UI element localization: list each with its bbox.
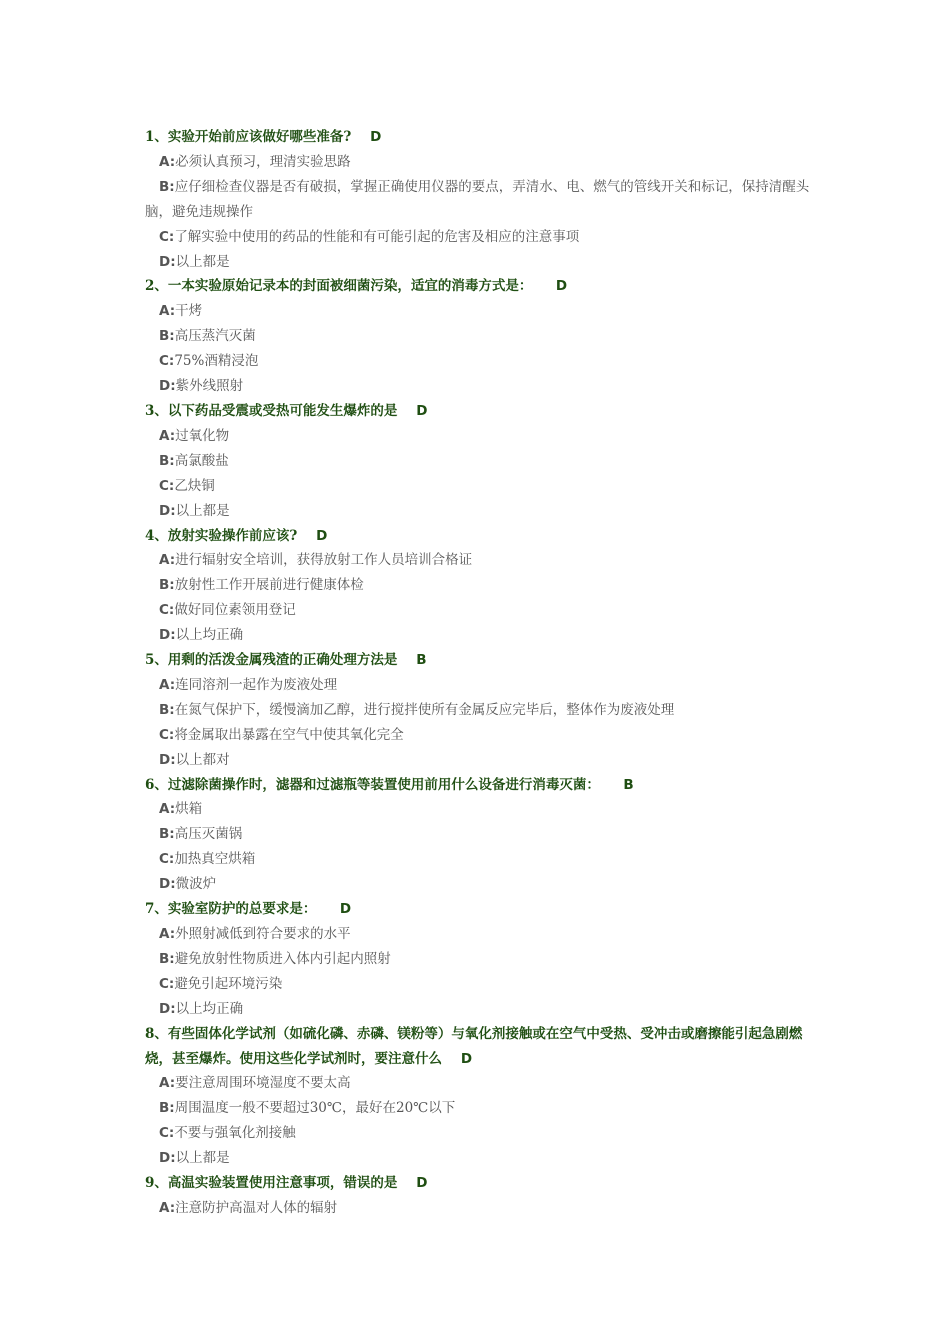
question-option: A:必须认真预习，理清实验思路 [159, 153, 351, 170]
question-option: C:75%酒精浸泡 [159, 353, 259, 370]
question-title: 1、实验开始前应该做好哪些准备? D [145, 129, 382, 145]
question-option: B:在氮气保护下，缓慢滴加乙醇，进行搅拌使所有金属反应完毕后，整体作为废液处理 [159, 701, 675, 718]
question-option: D:以上都对 [159, 751, 230, 768]
question-option: A:过氧化物 [159, 427, 230, 444]
question-option: D:以上均正确 [159, 1000, 244, 1017]
question-title: 5、用剩的活泼金属残渣的正确处理方法是 B [145, 652, 427, 669]
question-option: D:以上都是 [159, 502, 230, 519]
question-answer: D [555, 278, 568, 295]
question-answer: D [460, 1050, 473, 1067]
question-option: C:不要与强氧化剂接触 [159, 1125, 296, 1142]
question-option: A:注意防护高温对人体的辐射 [159, 1199, 338, 1216]
question-answer: D [370, 129, 382, 145]
question-option: A:烘箱 [159, 801, 203, 818]
question-answer: D [316, 527, 328, 544]
question-title: 8、有些固体化学试剂（如硫化磷、赤磷、镁粉等）与氧化剂接触或在空气中受热、受冲击或磨擦能引起急剧燃烧，甚至爆炸。使用这些化学试剂时，要注意什么 D [145, 1025, 803, 1067]
question-answer: B [416, 652, 427, 669]
question-option: A:要注意周围环境湿度不要太高 [159, 1075, 351, 1092]
question-answer: B [623, 776, 634, 793]
question-option: A:干烤 [159, 303, 203, 320]
question-answer: D [416, 402, 428, 419]
question-title: 3、以下药品受震或受热可能发生爆炸的是 D [145, 402, 428, 419]
question-option: B:周围温度一般不要超过30℃，最好在20℃以下 [159, 1100, 456, 1117]
question-option: B:避免放射性物质进入体内引起内照射 [159, 950, 391, 967]
question-option: B:应仔细检查仪器是否有破损，掌握正确使用仪器的要点，弄清水、电、燃气的管线开关和标记，保持清醒头脑，避免违规操作 [145, 178, 810, 220]
question-option: D:微波炉 [159, 876, 217, 893]
question-answer: D [416, 1175, 428, 1192]
question-list [145, 125, 810, 1221]
question-option: B:高压蒸汽灭菌 [159, 328, 256, 345]
question-option: D:以上都是 [159, 1150, 230, 1167]
question-title: 7、实验室防护的总要求是： D [145, 901, 352, 918]
question-option: C:乙炔铜 [159, 477, 215, 494]
question-option: C:了解实验中使用的药品的性能和有可能引起的危害及相应的注意事项 [159, 228, 580, 245]
question-option: C:将金属取出暴露在空气中使其氧化完全 [159, 726, 404, 743]
question-option: C:做好同位素领用登记 [159, 602, 296, 619]
question-option: D:紫外线照射 [159, 378, 244, 395]
question-option: D:以上都是 [159, 253, 230, 270]
question-answer: D [339, 901, 352, 918]
question-option: B:高氯酸盐 [159, 452, 229, 469]
question-option: A:外照射减低到符合要求的水平 [159, 926, 351, 942]
question-option: C:加热真空烘箱 [159, 851, 256, 868]
question-title: 9、高温实验装置使用注意事项，错误的是 D [145, 1175, 428, 1192]
question-option: A:连同溶剂一起作为废液处理 [159, 676, 338, 693]
question-option: B:放射性工作开展前进行健康体检 [159, 577, 364, 594]
question-option: A:进行辐射安全培训，获得放射工作人员培训合格证 [159, 552, 473, 569]
question-option: D:以上均正确 [159, 627, 244, 644]
question-title: 4、放射实验操作前应该? D [145, 527, 328, 544]
question-option: B:高压灭菌锅 [159, 826, 243, 843]
question-title: 2、一本实验原始记录本的封面被细菌污染，适宜的消毒方式是： D [145, 278, 568, 295]
question-option: C:避免引起环境污染 [159, 975, 283, 992]
question-title: 6、过滤除菌操作时，滤器和过滤瓶等装置使用前用什么设备进行消毒灭菌： B [145, 776, 634, 793]
